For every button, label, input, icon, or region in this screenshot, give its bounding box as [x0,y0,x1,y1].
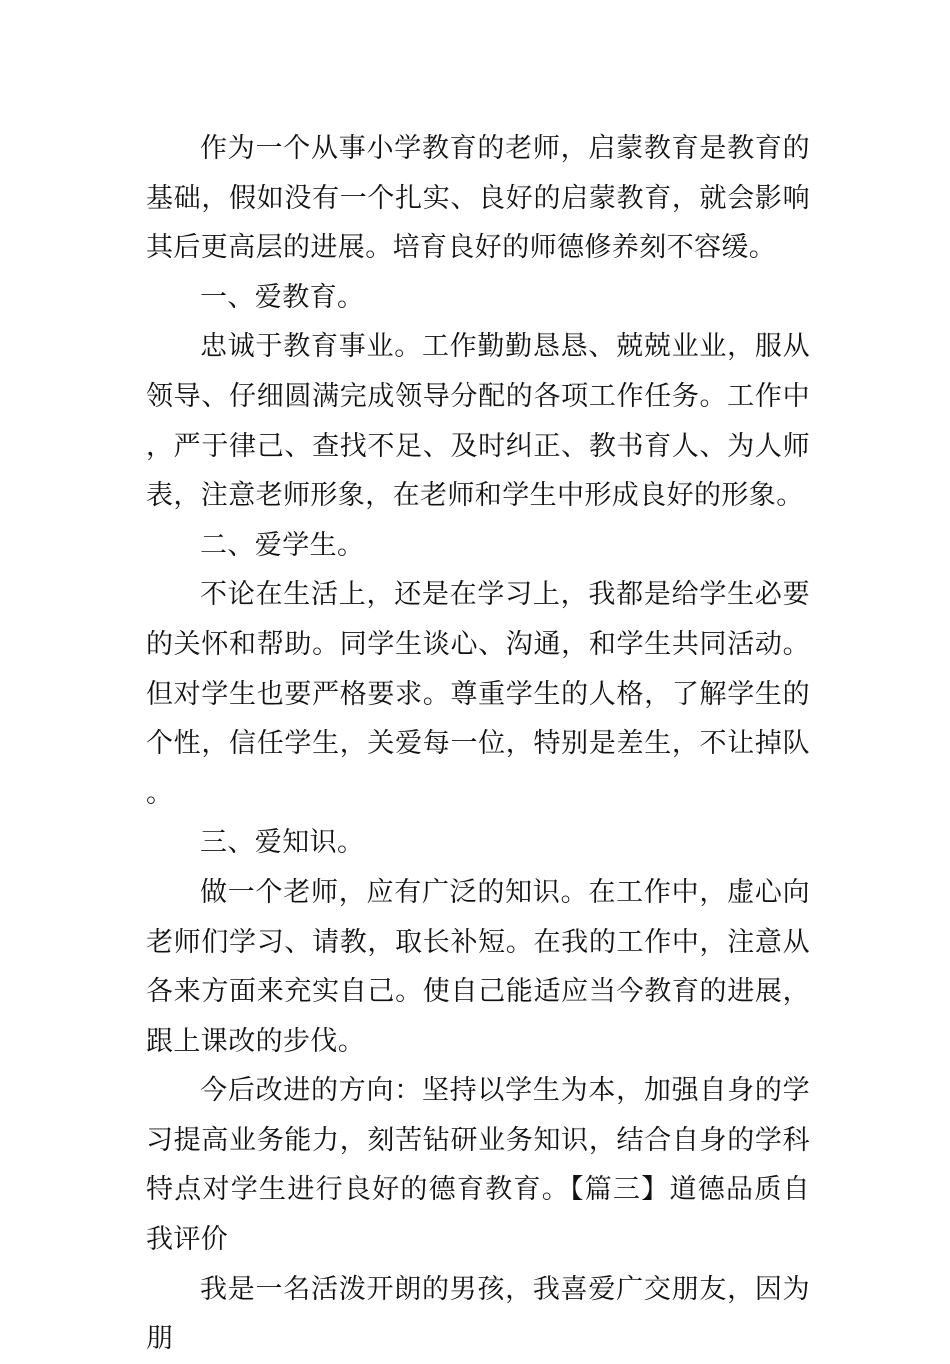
paragraph-self-evaluation: 我是一名活泼开朗的男孩，我喜爱广交朋友，因为朋 [146,1273,810,1355]
document-body [146,124,810,1364]
heading-love-education: 一、爱教育。 [200,281,365,313]
heading-love-knowledge: 三、爱知识。 [200,827,365,859]
paragraph-love-students: 不论在生活上，还是在学习上，我都是给学生必要的关怀和帮助。同学生谈心、沟通，和学生共同活动。但对学生也要严格要求。尊重学生的人格，了解学生的个性，信任学生，关爱每一位，特别是差生，不让掉队。 [146,579,810,809]
paragraph-intro: 作为一个从事小学教育的老师，启蒙教育是教育的基础，假如没有一个扎实、良好的启蒙教育，就会影响其后更高层的进展。培育良好的师德修养刻不容缓。 [146,133,810,264]
paragraph-love-knowledge: 做一个老师，应有广泛的知识。在工作中，虚心向老师们学习、请教，取长补短。在我的工作中，注意从各来方面来充实自己。使自己能适应当今教育的进展，跟上课改的步伐。 [146,876,810,1057]
paragraph-love-education: 忠诚于教育事业。工作勤勤恳恳、兢兢业业，服从领导、仔细圆满完成领导分配的各项工作任务。工作中，严于律己、查找不足、及时纠正、教书育人、为人师表，注意老师形象，在老师和学生中形成良好的形象。 [146,331,810,512]
paragraph-improvement: 今后改进的方向：坚持以学生为本，加强自身的学习提高业务能力，刻苦钻研业务知识，结合自身的学科特点对学生进行良好的德育教育。【篇三】道德品质自我评价 [146,1075,810,1256]
heading-love-students: 二、爱学生。 [200,529,365,561]
